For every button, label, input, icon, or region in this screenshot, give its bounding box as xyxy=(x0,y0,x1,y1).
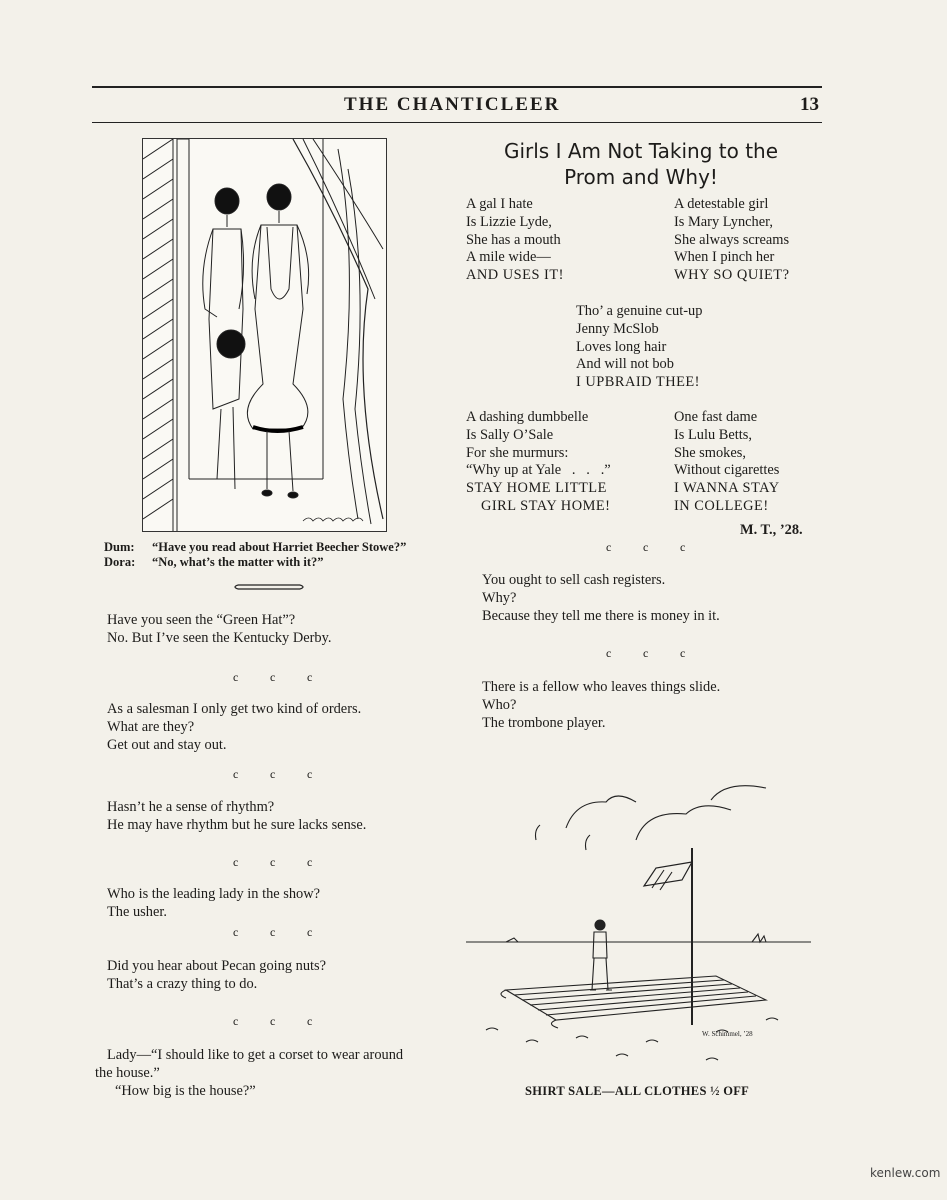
joke-trombone xyxy=(482,678,720,732)
poem-line: STAY HOME LITTLE xyxy=(466,480,607,497)
poem-stanza-3-right xyxy=(674,409,780,516)
joke-line: Who? xyxy=(482,697,517,713)
joke-rhythm xyxy=(107,798,366,834)
joke-leading-lady xyxy=(107,885,320,921)
caption-line-dum xyxy=(104,540,406,555)
poem-line: She smokes, xyxy=(674,444,746,461)
poem-line: For she murmurs: xyxy=(466,444,569,461)
footer-site: kenlew.com xyxy=(870,1166,941,1180)
poem-line: Is Sally O’Sale xyxy=(466,426,554,443)
poem-line: Jenny McSlob xyxy=(576,320,659,337)
joke-line: Did you hear about Pecan going nuts? xyxy=(107,958,327,974)
poem-line: A dashing dumbbelle xyxy=(466,409,589,425)
joke-line: No. But I’ve seen the Kentucky Derby. xyxy=(107,630,332,646)
joke-line: Get out and stay out. xyxy=(107,737,227,753)
joke-line: Have you seen the “Green Hat”? xyxy=(107,612,296,628)
poem-line: AND USES IT! xyxy=(466,267,564,284)
illustration-caption xyxy=(104,540,406,570)
joke-pecan xyxy=(107,957,326,993)
caption-speaker: Dum: xyxy=(104,540,135,554)
joke-line: As a salesman I only get two kind of orders. xyxy=(107,701,362,717)
poem-line: One fast dame xyxy=(674,409,758,425)
joke-line: He may have rhythm but he sure lacks sense. xyxy=(107,817,367,833)
caption-speaker: Dora: xyxy=(104,555,136,569)
separator-letter: c xyxy=(680,540,686,554)
page-title: THE CHANTICLEER xyxy=(344,94,561,115)
separator-letter: c xyxy=(643,646,649,660)
cloud-stroke xyxy=(711,786,766,800)
poem-line: Without cigarettes xyxy=(674,462,780,479)
separator-ccc xyxy=(233,925,344,940)
cloud-stroke xyxy=(566,796,636,828)
separator-ccc xyxy=(233,855,344,870)
separator-letter: c xyxy=(307,925,313,939)
header-top-rule xyxy=(92,86,822,88)
joke-line: Lady—“I should like to get a corset to wear around xyxy=(107,1047,404,1063)
joke-line: You ought to sell cash registers. xyxy=(482,572,666,588)
separator-letter: c xyxy=(233,855,239,869)
joke-corset xyxy=(95,1046,457,1100)
joke-line: The usher. xyxy=(107,904,167,920)
poem-title-line: Girls I Am Not Taking to the xyxy=(503,139,779,163)
separator-letter: c xyxy=(307,1014,313,1028)
joke-line: Who is the leading lady in the show? xyxy=(107,886,321,902)
poem-line: A gal I hate xyxy=(466,196,533,212)
separator-letter: c xyxy=(270,855,276,869)
poem-line: A detestable girl xyxy=(674,196,769,212)
poem-line: Is Lulu Betts, xyxy=(674,426,752,443)
poem-title-line: Prom and Why! xyxy=(564,165,718,189)
separator-ccc xyxy=(606,540,717,555)
poem-stanza-2 xyxy=(576,303,702,392)
separator-letter: c xyxy=(270,767,276,781)
poem-line: Loves long hair xyxy=(576,338,667,355)
poem-stanza-1-left xyxy=(466,196,564,285)
raft-cartoon xyxy=(466,780,811,1080)
joke-line: That’s a crazy thing to do. xyxy=(107,976,258,992)
poem-line: She always screams xyxy=(674,231,790,248)
separator-ccc xyxy=(233,1014,344,1029)
caption-text: “Have you read about Harriet Beecher Stowe?” xyxy=(152,540,407,554)
joke-line: “How big is the house?” xyxy=(115,1083,256,1099)
joke-cash-registers xyxy=(482,571,720,625)
separator-letter: c xyxy=(233,670,239,684)
joke-line: Hasn’t he a sense of rhythm? xyxy=(107,799,275,815)
joke-green-hat xyxy=(107,611,331,647)
separator-letter: c xyxy=(606,646,612,660)
separator-letter: c xyxy=(270,670,276,684)
flapper-illustration xyxy=(142,138,387,532)
separator-letter: c xyxy=(307,855,313,869)
wall-hatching xyxy=(143,139,189,531)
poem-line: “Why up at Yale . . .” xyxy=(466,462,611,479)
cloud-stroke xyxy=(636,806,731,840)
separator-letter: c xyxy=(606,540,612,554)
page-number: 13 xyxy=(800,94,819,115)
poem-line: And will not bob xyxy=(576,356,674,373)
poem-line: Is Lizzie Lyde, xyxy=(466,213,552,230)
poem-line: A mile wide— xyxy=(466,249,551,266)
separator-letter: c xyxy=(307,767,313,781)
separator-letter: c xyxy=(233,1014,239,1028)
separator-ccc xyxy=(606,646,717,661)
poem-title xyxy=(466,138,816,190)
separator-ccc xyxy=(233,767,344,782)
joke-line: Because they tell me there is money in it. xyxy=(482,608,720,624)
joke-line: Why? xyxy=(482,590,517,606)
poem-line: GIRL STAY HOME! xyxy=(481,497,611,514)
separator-letter: c xyxy=(680,646,686,660)
joke-line: The trombone player. xyxy=(482,715,606,731)
ornamental-divider xyxy=(230,579,308,595)
separator-ccc xyxy=(233,670,344,685)
joke-line: What are they? xyxy=(107,719,195,735)
poem-line: Tho’ a genuine cut-up xyxy=(576,303,703,319)
joke-line: There is a fellow who leaves things slide. xyxy=(482,679,721,695)
poem-line: WHY SO QUIET? xyxy=(674,267,790,284)
joke-salesman xyxy=(107,700,361,754)
separator-letter: c xyxy=(270,1014,276,1028)
cartoon-caption: SHIRT SALE—ALL CLOTHES ½ OFF xyxy=(525,1084,750,1098)
cartoon-signature: W. Schimmel, ’28 xyxy=(702,1030,753,1038)
poem-line: She has a mouth xyxy=(466,231,561,248)
poem-line: I UPBRAID THEE! xyxy=(576,374,700,391)
separator-letter: c xyxy=(233,767,239,781)
poem-author: M. T., ’28. xyxy=(740,522,803,538)
caption-line-dora xyxy=(104,555,406,570)
poem-stanza-1-right xyxy=(674,196,789,285)
separator-letter: c xyxy=(233,925,239,939)
poem-line: I WANNA STAY xyxy=(674,480,780,497)
joke-line: the house.” xyxy=(95,1065,160,1081)
flapper-drawing xyxy=(143,139,386,531)
caption-text: “No, what’s the matter with it?” xyxy=(152,555,324,569)
poem-stanza-3-left xyxy=(466,409,611,516)
poem-line: Is Mary Lyncher, xyxy=(674,213,773,230)
separator-letter: c xyxy=(643,540,649,554)
separator-letter: c xyxy=(270,925,276,939)
header-bottom-rule xyxy=(92,122,822,123)
poem-line: IN COLLEGE! xyxy=(674,497,769,514)
poem-line: When I pinch her xyxy=(674,249,775,266)
separator-letter: c xyxy=(307,670,313,684)
